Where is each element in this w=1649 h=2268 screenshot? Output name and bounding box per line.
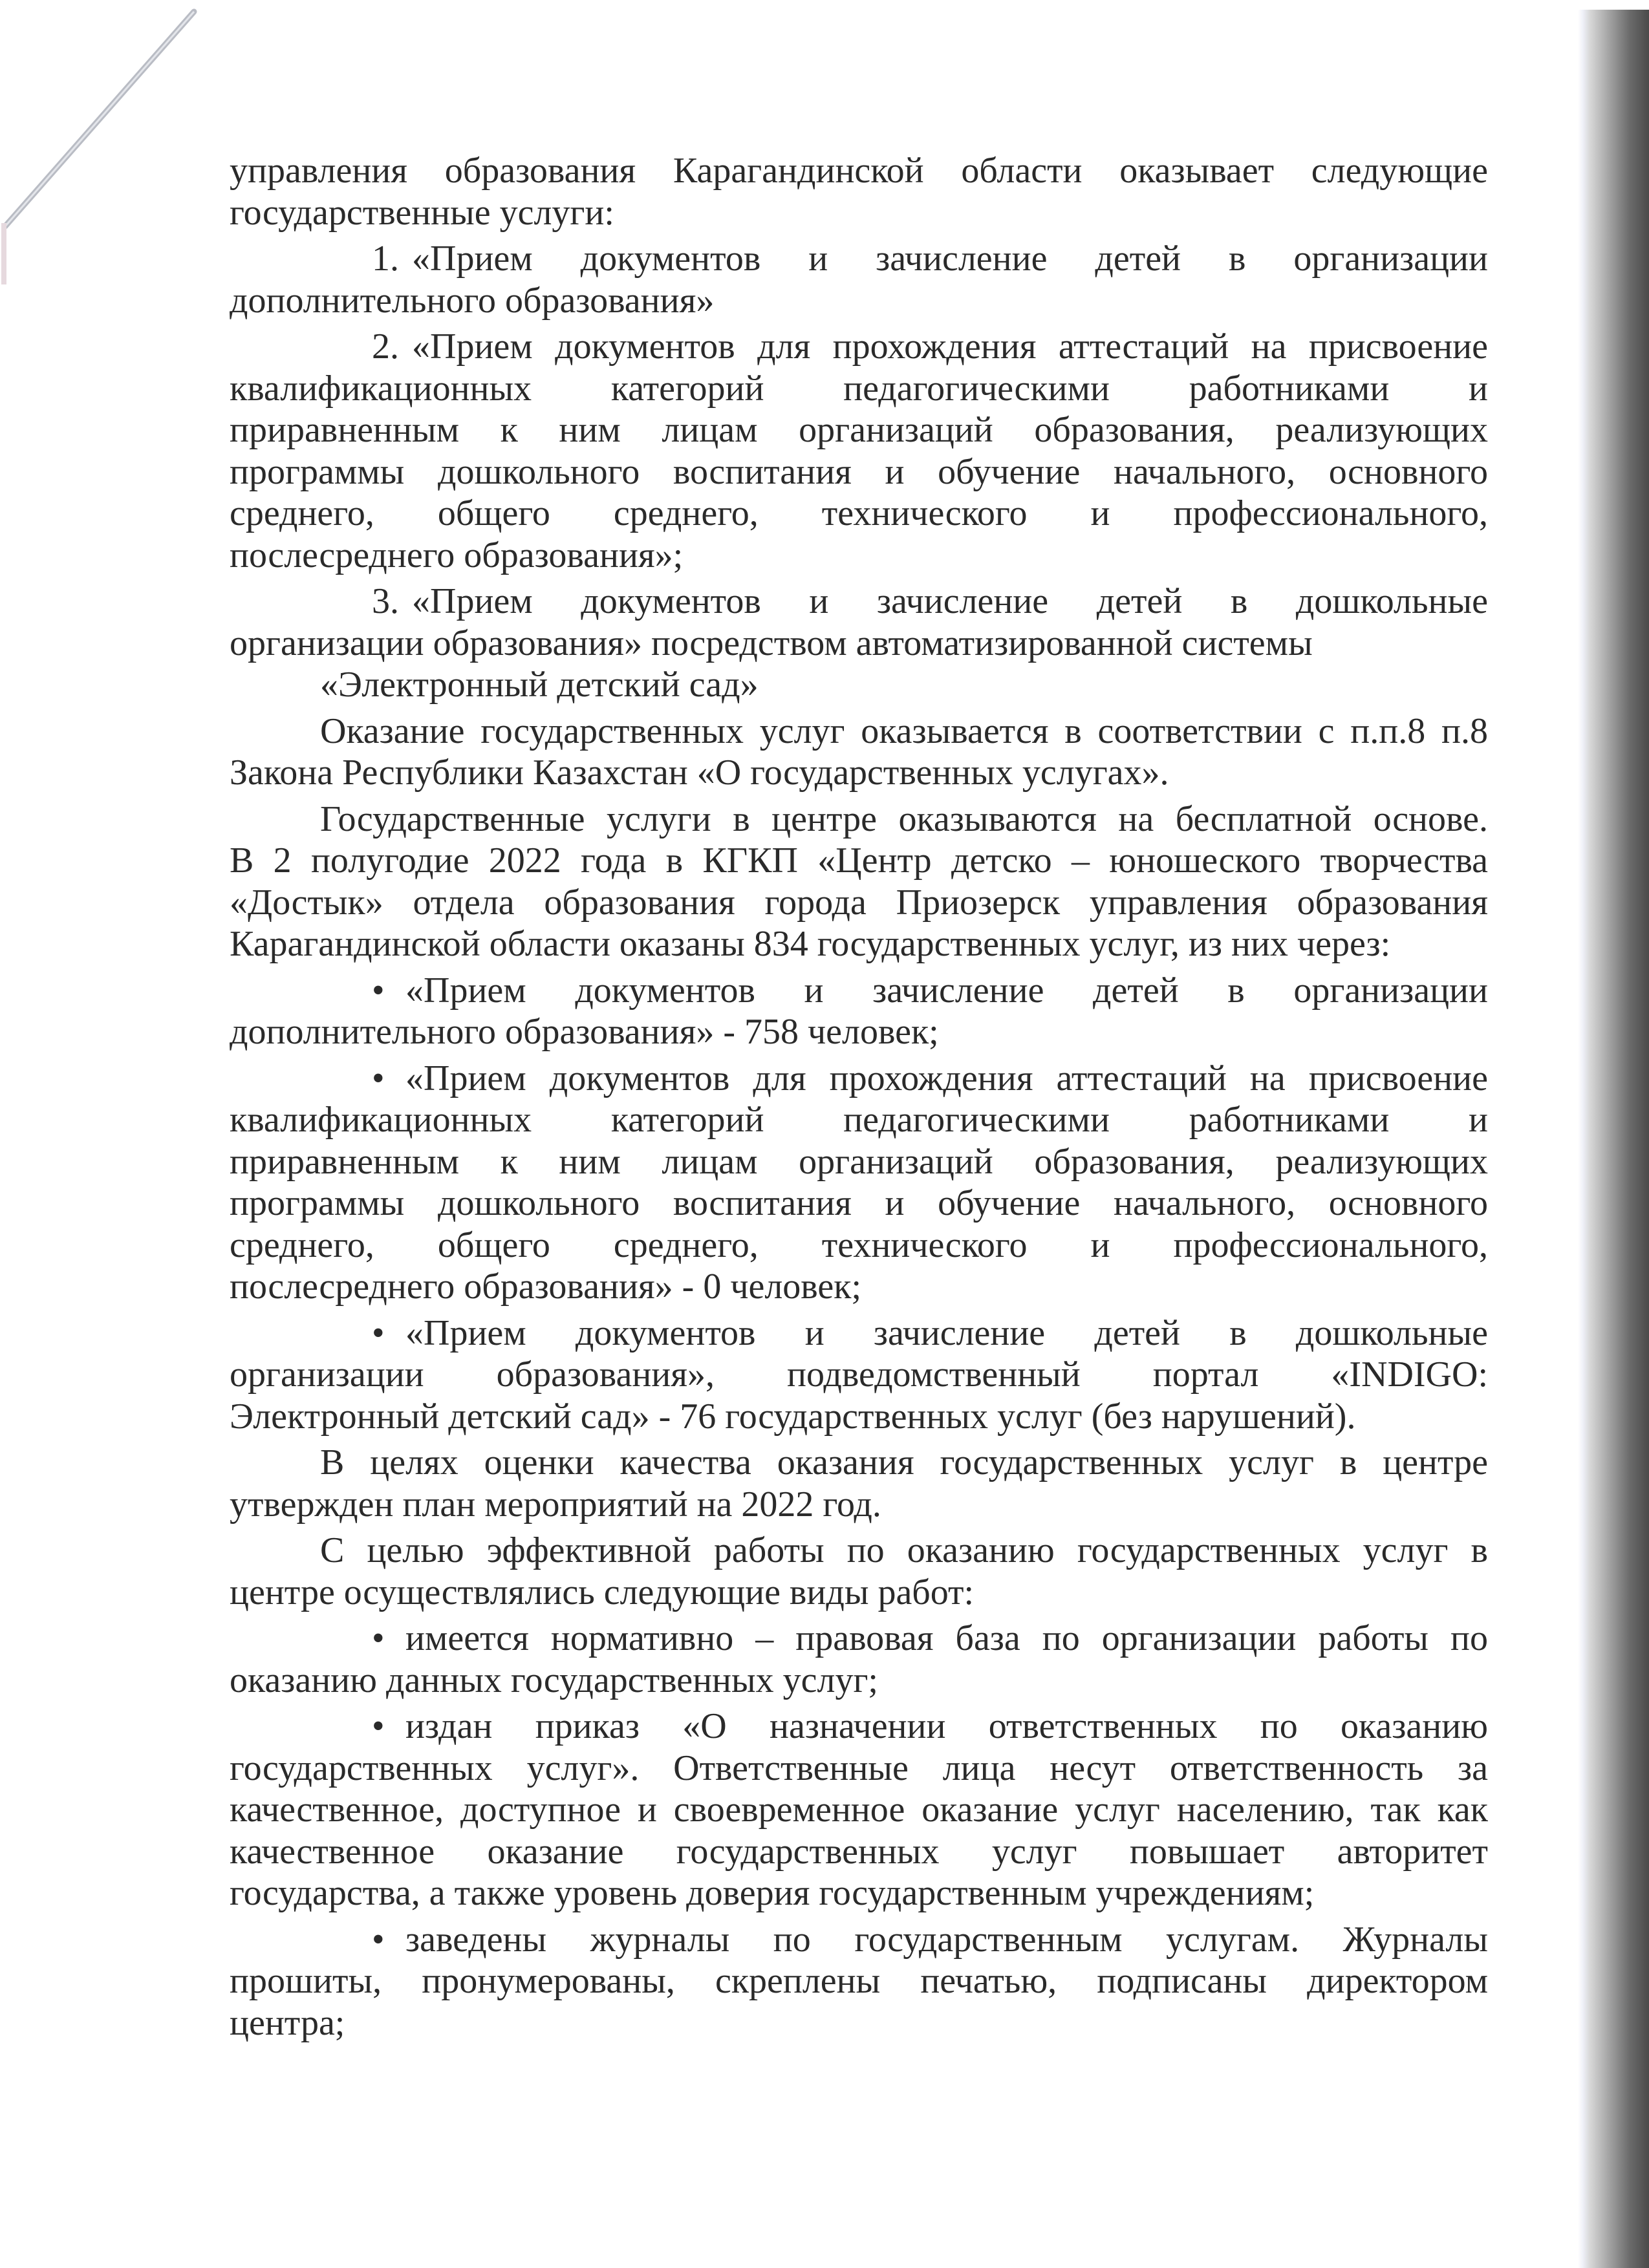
text-line: [230, 1618, 1488, 1660]
list-number: 3.: [372, 581, 399, 621]
text-line: прошиты, пронумерованы, скреплены печатью, подписаны директором: [230, 1961, 1488, 2001]
text-span: «Прием документов для прохождения аттестаций на присвоение: [405, 1058, 1488, 1098]
text-line: среднего, общего среднего, технического и профессионального,: [230, 493, 1488, 533]
text-line: послесреднего образования»;: [230, 535, 684, 575]
bullet-icon: [372, 1312, 405, 1354]
bullet-icon: [372, 1919, 405, 1961]
paragraph-work-3: [230, 1919, 1488, 2044]
text-span: «Прием документов и зачисление детей в организации: [405, 970, 1488, 1011]
list-number: 1.: [372, 239, 399, 279]
list-number: 2.: [372, 326, 399, 367]
text-span: «Прием документов и зачисление детей в дошкольные: [412, 581, 1488, 621]
paragraph-work-1: [230, 1618, 1488, 1701]
text-line: приравненным к ним лицам организаций образования, реализующих: [230, 410, 1488, 450]
text-line: государственные услуги:: [230, 192, 614, 233]
scan-fold-crease: [0, 0, 207, 284]
text-line: квалификационных категорий педагогическими работниками и: [230, 1100, 1488, 1140]
text-line: Государственные услуги в центре оказываются на бесплатной основе.: [320, 798, 1488, 839]
paragraph-legal-basis: [230, 711, 1488, 794]
text-line: программы дошкольного воспитания и обучение начального, основного: [230, 451, 1488, 492]
text-line: «Достык» отдела образования города Приозерск управления образования: [230, 882, 1488, 923]
text-span: «Прием документов и зачисление детей в организации: [412, 239, 1488, 279]
paragraph-stat-3: [230, 1312, 1488, 1438]
bullet-icon: [372, 1618, 405, 1660]
text-line: послесреднего образования» - 0 человек;: [230, 1267, 862, 1307]
paragraph-free-basis: [230, 798, 1488, 965]
text-line: центре осуществлялись следующие виды работ:: [230, 1572, 975, 1612]
text-line: организации образования» посредством автоматизированной системы: [230, 623, 1313, 663]
paragraph-service-3: [230, 581, 1488, 706]
text-line: Электронный детский сад» - 76 государственных услуг (без нарушений).: [230, 1396, 1356, 1437]
text-line: [230, 238, 1488, 280]
text-line: Закона Республики Казахстан «О государственных услугах».: [230, 753, 1169, 793]
text-line: государственных услуг». Ответственные лица несут ответственность за: [230, 1748, 1488, 1788]
text-line: [230, 1312, 1488, 1354]
bullet-icon: [372, 1058, 405, 1100]
text-span: имеется нормативно – правовая база по организации работы по: [405, 1618, 1488, 1658]
text-span: «Прием документов для прохождения аттестаций на присвоение: [412, 326, 1488, 367]
text-line: «Электронный детский сад»: [320, 665, 759, 705]
text-line: [230, 1919, 1488, 1961]
text-line: [230, 1706, 1488, 1748]
paragraph-stat-1: [230, 970, 1488, 1053]
text-line: центра;: [230, 2002, 345, 2043]
paragraph-work-2: [230, 1706, 1488, 1914]
text-line: дополнительного образования»: [230, 280, 715, 321]
text-line: приравненным к ним лицам организаций образования, реализующих: [230, 1141, 1488, 1182]
bullet-icon: [372, 970, 405, 1012]
paragraph-work-intro: [230, 1530, 1488, 1613]
paragraph-service-2: [230, 326, 1488, 576]
text-line: [230, 970, 1488, 1012]
text-line: управления образования Карагандинской области оказывает следующие: [230, 151, 1488, 191]
text-line: В целях оценки качества оказания государственных услуг в центре: [320, 1442, 1488, 1482]
text-line: [230, 1058, 1488, 1100]
scan-top-margin: [1500, 0, 1649, 10]
scan-right-edge-shadow: [1578, 10, 1649, 2268]
document-page: [230, 150, 1488, 2044]
text-line: дополнительного образования» - 758 человек;: [230, 1012, 939, 1052]
text-span: «Прием документов и зачисление детей в дошкольные: [405, 1312, 1488, 1353]
paragraph-service-1: [230, 238, 1488, 321]
text-line: организации образования», подведомственный портал «INDIGO:: [230, 1354, 1488, 1395]
text-line: оказанию данных государственных услуг;: [230, 1660, 878, 1700]
paragraph-intro: [230, 150, 1488, 233]
text-line: программы дошкольного воспитания и обучение начального, основного: [230, 1183, 1488, 1223]
text-line: [230, 581, 1488, 623]
paragraph-quality-plan: [230, 1442, 1488, 1525]
text-line: В 2 полугодие 2022 года в КГКП «Центр детско – юношеского творчества: [230, 840, 1488, 881]
text-line: [230, 326, 1488, 368]
text-line: утвержден план мероприятий на 2022 год.: [230, 1484, 881, 1524]
paragraph-stat-2: [230, 1058, 1488, 1308]
text-span: заведены журналы по государственным услугам. Журналы: [405, 1919, 1488, 1960]
text-span: издан приказ «О назначении ответственных по оказанию: [405, 1706, 1488, 1746]
text-line: среднего, общего среднего, технического и профессионального,: [230, 1225, 1488, 1265]
text-line: Оказание государственных услуг оказывается в соответствии с п.п.8 п.8: [320, 711, 1488, 751]
text-line: государства, а также уровень доверия государственным учреждениям;: [230, 1873, 1315, 1913]
text-line: Карагандинской области оказаны 834 государственных услуг, из них через:: [230, 924, 1391, 964]
text-line: качественное, доступное и своевременное оказание услуг населению, так как: [230, 1790, 1488, 1830]
text-line: качественное оказание государственных услуг повышает авторитет: [230, 1831, 1488, 1872]
bullet-icon: [372, 1706, 405, 1748]
text-line: квалификационных категорий педагогическими работниками и: [230, 368, 1488, 409]
text-line: С целью эффективной работы по оказанию государственных услуг в: [320, 1530, 1488, 1570]
